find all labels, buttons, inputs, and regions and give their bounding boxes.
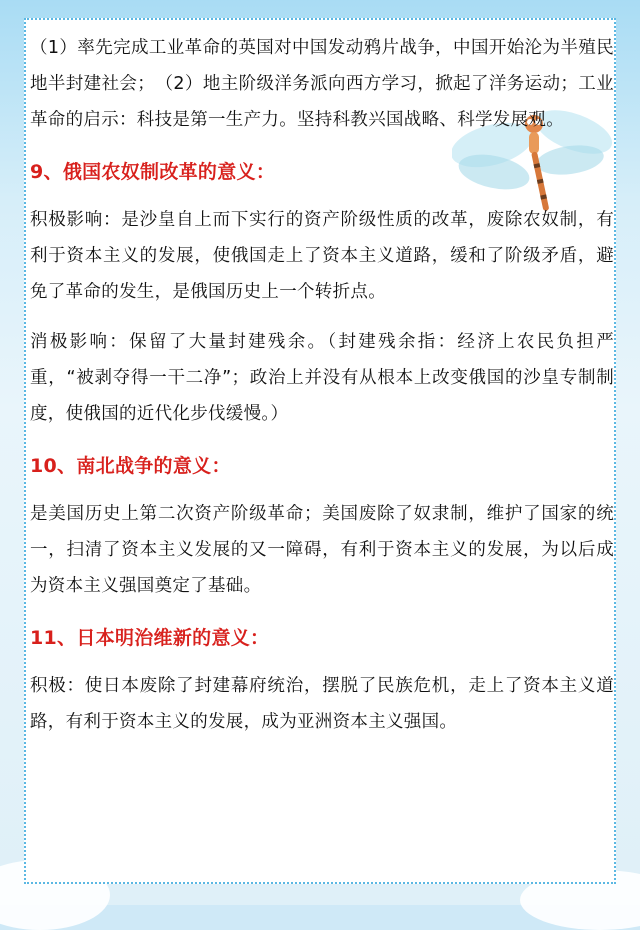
- intro-paragraph: （1）率先完成工业革命的英国对中国发动鸦片战争，中国开始沦为半殖民地半封建社会； （2）地主阶级洋务派向西方学习，掀起了洋务运动；工业革命的启示：科技是第一生产力。坚持科教兴国战略、科学发展观。: [30, 38, 614, 130]
- section-9-positive-paragraph: 积极影响：是沙皇自上而下实行的资产阶级性质的改革，废除农奴制，有利于资本主义的发展，使俄国走上了资本主义道路，缓和了阶级矛盾，避免了革命的发生，是俄国历史上一个转折点。: [30, 210, 614, 302]
- section-heading-9: 9、俄国农奴制改革的意义：: [30, 161, 276, 183]
- section-10-paragraph: 是美国历史上第二次资产阶级革命；美国废除了奴隶制，维护了国家的统一，扫清了资本主义发展的又一障碍，有利于资本主义的发展，为以后成为资本主义强国奠定了基础。: [30, 504, 614, 596]
- section-heading-10: 10、南北战争的意义：: [30, 455, 231, 477]
- section-9-negative-paragraph: 消极影响：保留了大量封建残余。（封建残余指：经济上农民负担严重，“被剥夺得一干二净”；政治上并没有从根本上改变俄国的沙皇专制制度，使俄国的近代化步伐缓慢。）: [30, 332, 614, 424]
- document-content: [30, 30, 614, 754]
- section-heading-11: 11、日本明治维新的意义：: [30, 627, 270, 649]
- section-11-paragraph: 积极：使日本废除了封建幕府统治，摆脱了民族危机，走上了资本主义道路，有利于资本主义的发展，成为亚洲资本主义强国。: [30, 676, 614, 732]
